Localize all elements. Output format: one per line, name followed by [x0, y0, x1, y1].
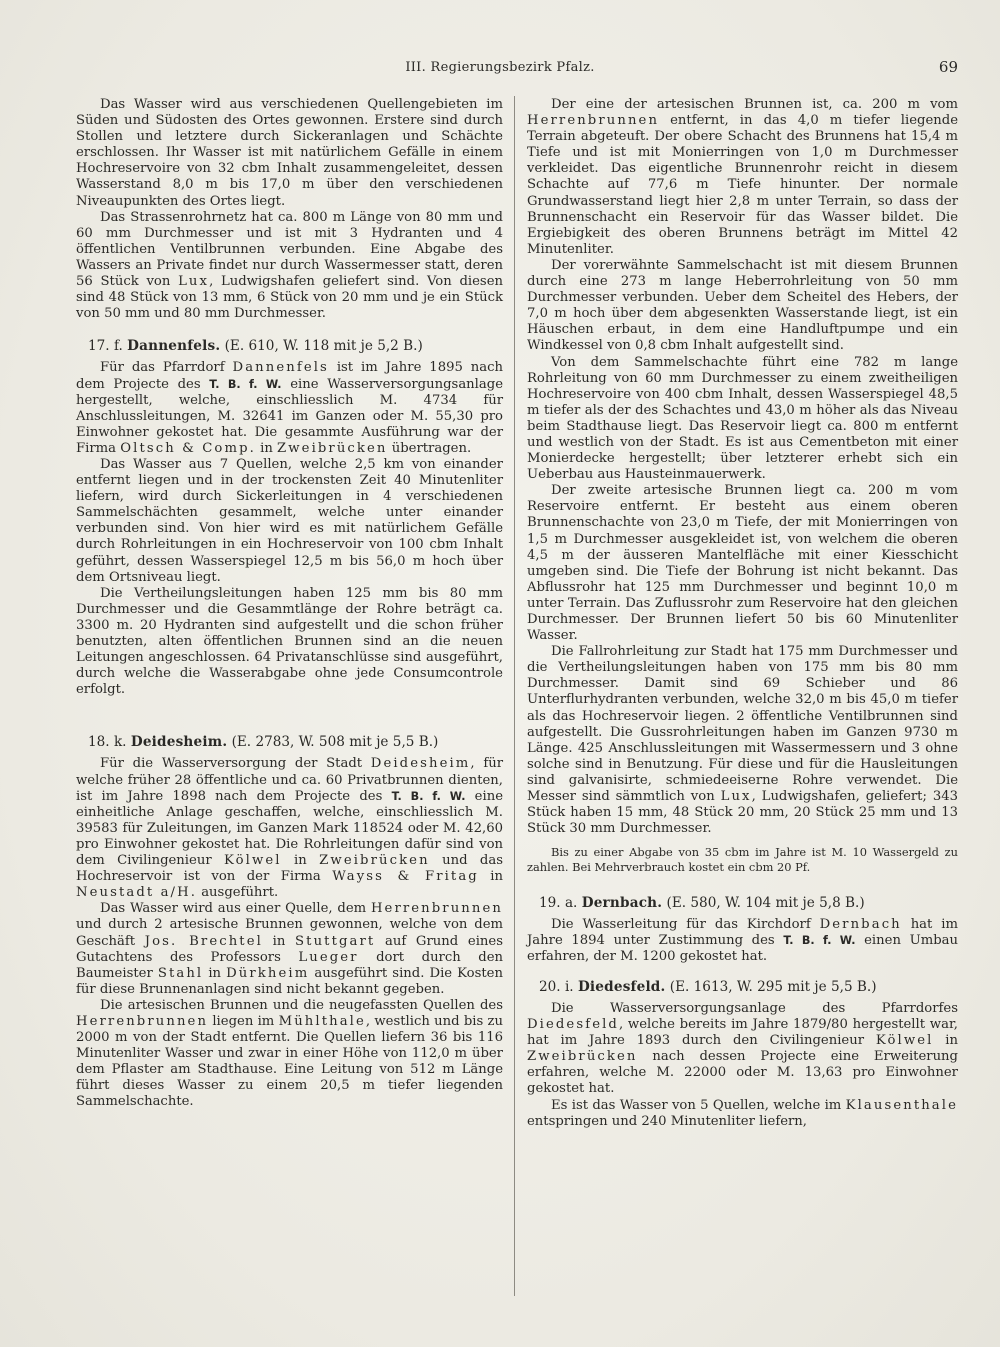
- section-heading-dernbach: 19. a. Dernbach. (E. 580, W. 104 mit je 5,8 B.): [539, 894, 865, 911]
- left-column: [76, 97, 503, 1111]
- paragraph: Es ist das Wasser von 5 Quellen, welche im Klausenthale entspringen und 240 Minutenliter liefern,: [527, 1097, 958, 1129]
- paragraph: Der zweite artesische Brunnen liegt ca. 200 m vom Reservoire entfernt. Er besteht aus einem oberen Brunnenschachte von 23,0 m Tiefe, der mit Monierringen von 1,5 m Durchmesser ausgekleidet ist, von welchem die oberen 4,5 m der äusseren Mantelfläche mit einer Kiesschicht umgeben sind. Die Tiefe der Bohrung ist nicht bekannt. Das Abflussrohr hat 125 mm Durchmesser und beginnt 10,0 m unter Terrain. Das Zuflussrohr zum Reservoire hat den gleichen Durchmesser. Der Brunnen liefert 50 bis 60 Minutenliter Wasser.: [527, 483, 958, 644]
- paragraph: Die artesischen Brunnen und die neugefassten Quellen des Herrenbrunnen liegen im Mühlthale, westlich und bis zu 2000 m von der Stadt entfernt. Die Quellen liefern 36 bis 116 Minutenliter Wasser und zwar in einer Höhe von 112,0 m über dem Pflaster am Stadthause. Eine Leitung von 512 m Länge führt dieses Wasser zu einem 20,5 m tiefer liegenden Sammelschachte.: [76, 997, 504, 1110]
- paragraph: Die Fallrohrleitung zur Stadt hat 175 mm Durchmesser und die Vertheilungsleitungen haben von 175 mm bis 80 mm Durchmesser. Damit sind 69 Schieber und 86 Unterflurhydranten verbunden, welche 32,0 m bis 45,0 m tiefer als das Hochreservoir liegen. 2 öffentliche Ventilbrunnen sind aufgestellt. Die Gussrohrleitungen haben im Ganzen 9730 m Länge. 425 Anschlussleitungen mit Wassermessern und 3 ohne solche sind in Benutzung. Für diese und für die Hausleitungen sind galvanisirte, schmiedeeiserne Rohre verwendet. Die Messer sind sämmtlich von Lux, Ludwigshafen, geliefert; 343 Stück haben 15 mm, 48 Stück 20 mm, 20 Stück 25 mm und 13 Stück 30 mm Durchmesser.: [527, 644, 958, 837]
- section-heading-deidesheim: 18. k. Deidesheim. (E. 2783, W. 508 mit je 5,5 B.): [88, 734, 439, 751]
- paragraph: Der vorerwähnte Sammelschacht ist mit diesem Brunnen durch eine 273 m lange Heberrohrleitung von 50 mm Durchmesser verbunden. Ueber dem Scheitel des Hebers, der 7,0 m hoch über dem abgesenkten Wasserstande liegt, ist ein Häuschen erbaut, in dem eine Handluftpumpe und ein Windkessel von 0,8 cbm Inhalt aufgestellt sind.: [527, 257, 958, 354]
- paragraph: Das Strassenrohrnetz hat ca. 800 m Länge von 80 mm und 60 mm Durchmesser und ist mit 3 Hydranten und 4 öffentlichen Ventilbrunnen verbunden. Eine Abgabe des Wassers an Private findet nur durch Wassermesser statt, deren 56 Stück von Lux, Ludwigshafen geliefert sind. Von diesen sind 48 Stück von 13 mm, 6 Stück von 20 mm und je ein Stück von 50 mm und 80 mm Durchmesser.: [76, 209, 503, 322]
- paragraph: Die Vertheilungsleitungen haben 125 mm bis 80 mm Durchmesser und die Gesammtlänge der Rohre beträgt ca. 3300 m. 20 Hydranten sind aufgestellt und die schon früher benutzten, alten öffentlichen Brunnen sind an die neuen Leitungen angeschlossen. 64 Privatanschlüsse sind ausgeführt, durch welche die Wasserabgabe ohne jede Consumcontrole erfolgt.: [76, 585, 503, 698]
- paragraph: Das Wasser wird aus einer Quelle, dem Herrenbrunnen und durch 2 artesische Brunnen gewonnen, welche von dem Geschäft Jos. Brechtel in Stuttgart auf Grund eines Gutachtens des Professors Lueger dort durch den Baumeister Stahl in Dürkheim ausgeführt sind. Die Kosten für diese Brunnenanlagen sind nicht bekannt gegeben.: [76, 901, 504, 997]
- paragraph: Der eine der artesischen Brunnen ist, ca. 200 m vom Herrenbrunnen entfernt, in das 4,0 m tiefer liegende Terrain abgeteuft. Der obere Schacht des Brunnens hat 15,4 m Tiefe und ist mit Monierringen von 1,0 m Durchmesser verkleidet. Das eigentliche Brunnenrohr reicht in diesem Schachte auf 77,6 m Tiefe hinunter. Der normale Grundwasserstand liegt hier 2,8 m unter Terrain, so dass der Brunnenschacht ein Reservoir für das Wasser bildet. Die Ergiebigkeit des oberen Brunnens beträgt im Mittel 42 Minutenliter.: [527, 97, 958, 257]
- right-column: [527, 97, 958, 1130]
- paragraph: Die Wasserversorgungsanlage des Pfarrdorfes Diedesfeld, welche bereits im Jahre 1879/80 hergestellt war, hat im Jahre 1893 durch den Civilingenieur Kölwel in Zweibrücken nach dessen Projecte eine Erweiterung erfahren, welche M. 22000 oder M. 13,63 pro Einwohner gekostet hat.: [527, 1000, 959, 1097]
- page-number: 69: [938, 58, 958, 76]
- paragraph: Das Wasser aus 7 Quellen, welche 2,5 km von einander entfernt liegen und in der trockensten Zeit 40 Minutenliter liefern, wird durch Sickerleitungen in 4 verschiedenen Sammelschächten gesammelt, welche unter einander verbunden sind. Von hier wird es mit natürlichem Gefälle durch Rohrleitungen in ein Hochreservoir von 100 cbm Inhalt geführt, dessen Wasserspiegel 12,5 m bis 56,0 m hoch über dem Ortsniveau liegt.: [76, 456, 503, 585]
- running-header: III. Regierungsbezirk Pfalz.: [405, 60, 595, 75]
- footnote: Bis zu einer Abgabe von 35 cbm im Jahre ist M. 10 Wassergeld zu zahlen. Bei Mehrverbrauch kostet ein cbm 20 Pf.: [527, 845, 958, 874]
- paragraph: Die Wasserleitung für das Kirchdorf Dernbach hat im Jahre 1894 unter Zustimmung des T. B. f. W. einen Umbau erfahren, der M. 1200 gekostet hat.: [527, 916, 958, 964]
- section-heading-diedesfeld: 20. i. Diedesfeld. (E. 1613, W. 295 mit je 5,5 B.): [539, 978, 877, 995]
- column-divider: [514, 96, 515, 1296]
- paragraph: Von dem Sammelschachte führt eine 782 m lange Rohrleitung von 60 mm Durchmesser zu einem zweitheiligen Hochreservoire von 400 cbm Inhalt, dessen Wasserspiegel 48,5 m tiefer als der des Schachtes und 43,0 m höher als das Niveau beim Stadthause liegt. Das Reservoir liegt ca. 800 m entfernt und westlich von der Stadt. Es ist aus Cementbeton mit einer Monierdecke hergestellt; über letzterer erhebt sich ein Ueberbau aus Hausteinmauerwerk.: [527, 354, 958, 483]
- paragraph: Für die Wasserversorgung der Stadt Deidesheim, für welche früher 28 öffentliche und ca. 60 Privatbrunnen dienten, ist im Jahre 1898 nach dem Projecte des T. B. f. W. eine einheitliche Anlage geschaffen, welche, einschliesslich M. 39583 für Zuleitungen, im Ganzen Mark 118524 oder M. 42,60 pro Einwohner gekostet hat. Die Rohrleitungen dafür sind von dem Civilingenieur Kölwel in Zweibrücken und das Hochreservoir ist von der Firma Wayss & Fritag in Neustadt a/H. ausgeführt.: [76, 756, 504, 901]
- section-heading-dannenfels: 17. f. Dannenfels. (E. 610, W. 118 mit je 5,2 B.): [88, 338, 423, 355]
- paragraph: Für das Pfarrdorf Dannenfels ist im Jahre 1895 nach dem Projecte des T. B. f. W. eine Wasserversorgungsanlage hergestellt, welche, einschliesslich M. 4734 für Anschlussleitungen, M. 32641 im Ganzen oder M. 55,30 pro Einwohner gekostet hat. Die gesammte Ausführung war der Firma Oltsch & Comp. in Zweibrücken übertragen.: [76, 360, 504, 456]
- paragraph: Das Wasser wird aus verschiedenen Quellengebieten im Süden und Südosten des Ortes gewonnen. Erstere sind durch Stollen und letztere durch Sickeranlagen und Schächte erschlossen. Ihr Wasser ist mit natürlichem Gefälle in einem Hochreservoire von 32 cbm Inhalt zusammengeleitet, dessen Wasserstand 8,0 m bis 17,0 m über den verschiedenen Niveaupunkten des Ortes liegt.: [76, 97, 503, 209]
